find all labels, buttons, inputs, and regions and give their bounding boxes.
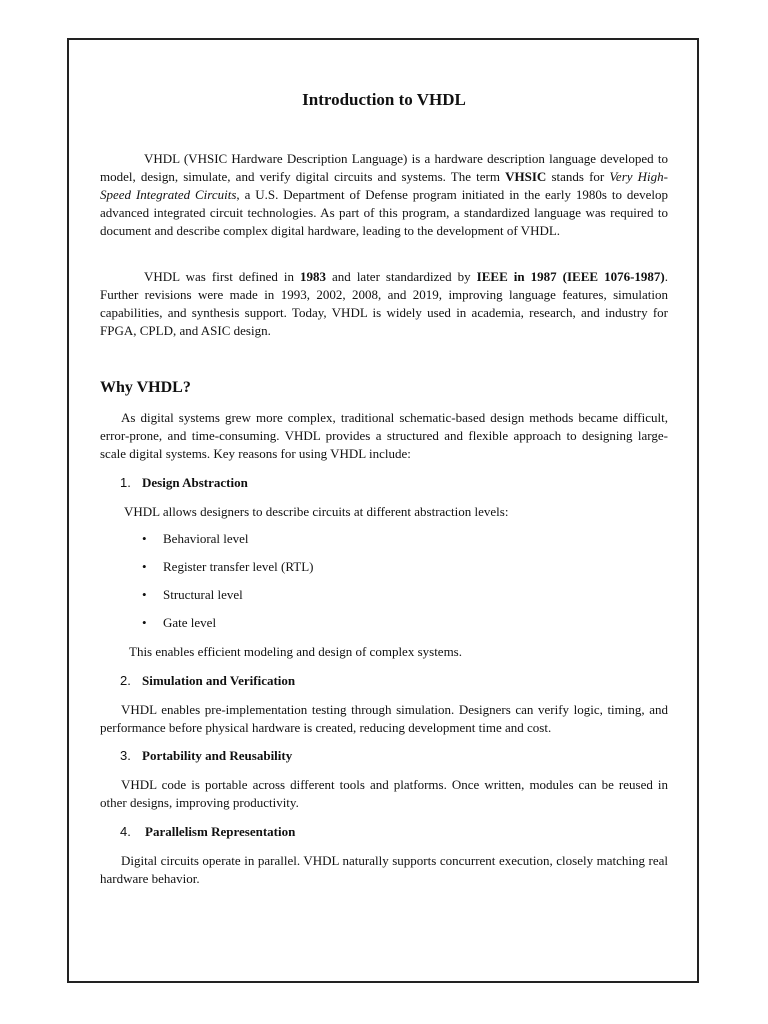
text-run: VHDL was first defined in xyxy=(144,269,300,284)
text-run: and later standardized by xyxy=(326,269,477,284)
abstraction-levels-list xyxy=(140,530,313,642)
bold-term-vhsic: VHSIC xyxy=(505,169,547,184)
item-2-text: VHDL enables pre-implementation testing through simulation. Designers can verify logic, timing, and performance before physical hardware is created, reducing development time and cost. xyxy=(100,702,668,735)
item-4-text: Digital circuits operate in parallel. VHDL naturally supports concurrent execution, closely matching real hardware behavior. xyxy=(100,853,668,886)
text-run: stands for xyxy=(546,169,610,184)
item-number: 3. xyxy=(120,748,131,763)
text-run: VHDL (VHSIC Hardware Description Language) is a hardware description language developed to model, design, simulate, and verify digital circuits and systems. The term xyxy=(100,151,668,184)
numbered-heading-3 xyxy=(120,748,292,764)
item-heading: Portability and Reusability xyxy=(142,748,293,763)
list-item: • Structural level xyxy=(140,586,313,614)
item-number: 1. xyxy=(120,475,131,490)
list-item: • Behavioral level xyxy=(140,530,313,558)
item-heading: Design Abstraction xyxy=(142,475,248,490)
item-number: 4. xyxy=(120,824,131,839)
item-1-text: VHDL allows designers to describe circuits at different abstraction levels: xyxy=(124,504,509,519)
bold-standard: IEEE in 1987 (IEEE 1076-1987) xyxy=(476,269,665,284)
text-run: , a U.S. Department of Defense program initiated in the early 1980s to develop advanced integrated circuit technologies. As part of this program, a standardized language was required to document and describe complex digital hardware, leading to the development of VHDL. xyxy=(100,187,669,238)
numbered-heading-4 xyxy=(120,824,295,840)
document-page xyxy=(67,38,699,983)
list-item: • Gate level xyxy=(140,614,313,642)
intro-paragraph-1 xyxy=(100,150,668,240)
why-intro-paragraph: As digital systems grew more complex, traditional schematic-based design methods became difficult, error-prone, and time-consuming. VHDL provides a structured and flexible approach to designing large-scale digital systems. Key reasons for using VHDL include: xyxy=(100,410,668,461)
text-run: . Further revisions were made in 1993, 2002, 2008, and 2019, improving language features, simulation capabilities, and synthesis support. Today, VHDL is widely used in academia, research, and industry for FPGA, CPLD, and ASIC design. xyxy=(100,269,668,338)
numbered-heading-2 xyxy=(120,673,295,689)
bold-year: 1983 xyxy=(300,269,326,284)
item-1-after-text: This enables efficient modeling and design of complex systems. xyxy=(129,644,462,659)
numbered-heading-1 xyxy=(120,475,248,491)
item-number: 2. xyxy=(120,673,131,688)
section-heading-why-vhdl: Why VHDL? xyxy=(100,379,191,396)
italic-term: Very High-Speed Integrated Circuits xyxy=(100,169,668,202)
item-heading: Parallelism Representation xyxy=(145,824,296,839)
list-item: • Register transfer level (RTL) xyxy=(140,558,313,586)
item-heading: Simulation and Verification xyxy=(142,673,296,688)
intro-paragraph-2 xyxy=(100,268,668,340)
item-3-text: VHDL code is portable across different tools and platforms. Once written, modules can be reused in other designs, improving productivity. xyxy=(100,777,668,810)
page-title: Introduction to VHDL xyxy=(302,90,466,109)
